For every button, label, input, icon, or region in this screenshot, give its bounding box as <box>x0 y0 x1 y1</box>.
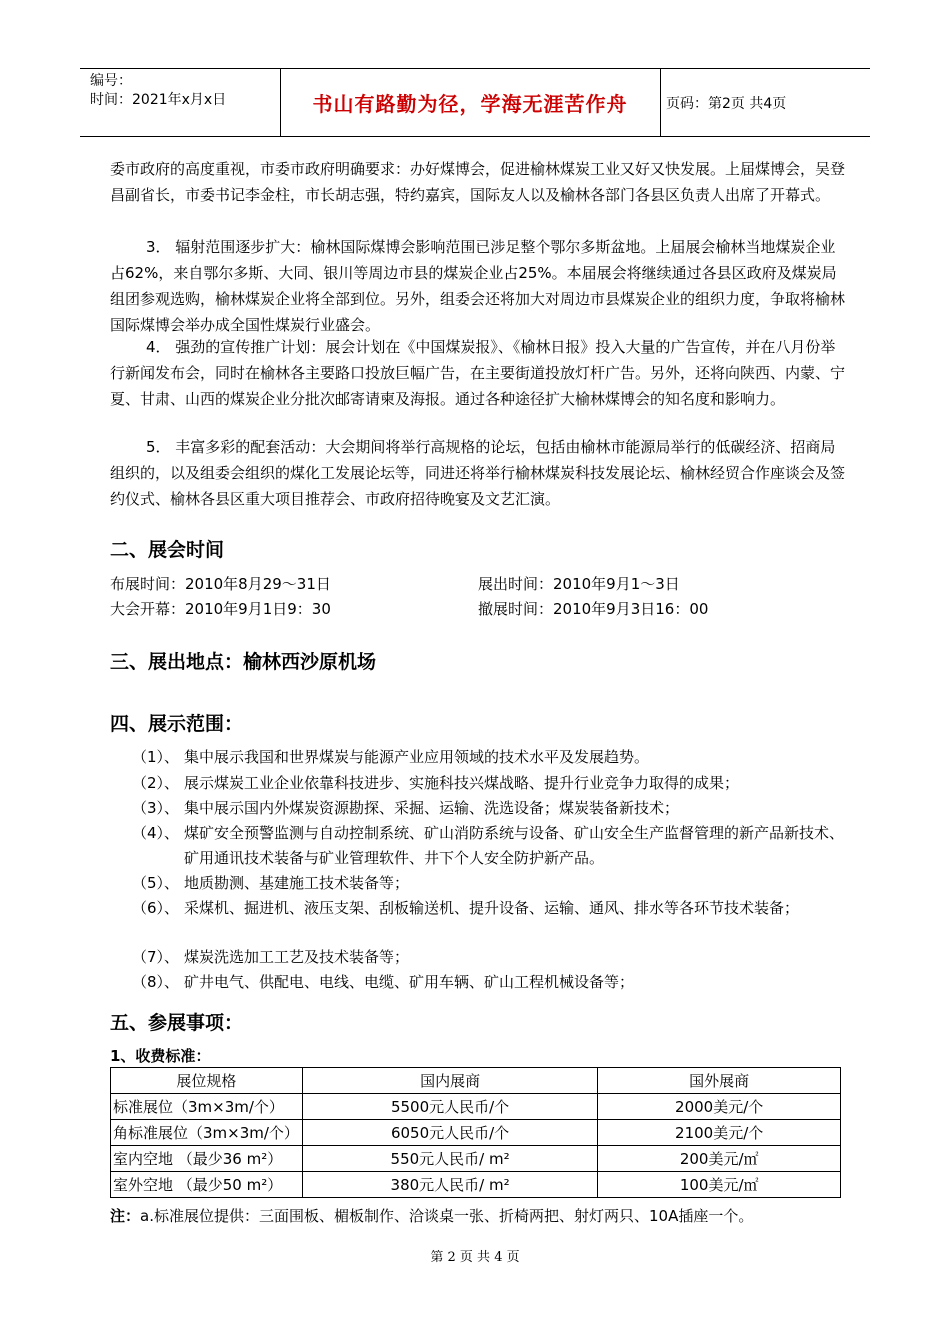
header-meta <box>90 72 226 110</box>
scope-item-2 <box>132 771 852 796</box>
foreign-price-cell: 100美元/㎡ <box>598 1172 841 1198</box>
header-page-number: 页码：第2页 共4页 <box>666 96 787 112</box>
scope-item-text: 煤炭洗选加工工艺及技术装备等； <box>184 948 410 966</box>
footer-page-number: 第 2 页 共 4 页 <box>430 1250 520 1265</box>
section-heading-scope: 四、展示范围： <box>110 713 244 735</box>
scope-item-8 <box>132 970 852 995</box>
section-heading-location: 三、展出地点：榆林西沙原机场 <box>110 651 377 673</box>
header-bottom-rule <box>80 136 870 137</box>
paragraph-point-5: 5． 丰富多彩的配套活动：大会期间将举行高规格的论坛，包括由榆林市能源局举行的低碳经济、招商局组织的，以及组委会组织的煤化工发展论坛等，同进还将举行榆林煤炭科技发展论坛、榆林经贸合作座谈会及签约仪式、榆林各县区重大项目推荐会、市政府招待晚宴及文艺汇演。 <box>110 438 846 508</box>
section-heading-participation: 五、参展事项： <box>110 1012 244 1034</box>
domestic-price-cell: 5500元人民币/个 <box>302 1094 598 1120</box>
scope-item-number: （4）、 <box>132 824 180 842</box>
fee-table-header-row <box>111 1068 841 1094</box>
scope-item-text: 采煤机、掘进机、液压支架、刮板输送机、提升设备、运输、通风、排水等各环节技术装备； <box>184 899 800 917</box>
table-row <box>111 1094 841 1120</box>
scope-item-text: 地质勘测、基建施工技术装备等； <box>184 874 410 892</box>
scope-item-number: （1）、 <box>132 748 180 766</box>
scope-item-7 <box>132 945 852 970</box>
booth-spec-cell: 角标准展位（3m×3m/个） <box>111 1120 303 1146</box>
paragraph-continued: 委市政府的高度重视，市委市政府明确要求：办好煤博会，促进榆林煤炭工业又好又快发展。上届煤博会，吴登昌副省长，市委书记李金柱，市长胡志强，特约嘉宾，国际友人以及榆林各部门各县区负责人出席了开幕式。 <box>110 160 846 204</box>
header-motto: 书山有路勤为径，学海无涯苦作舟 <box>312 92 628 116</box>
section-heading-time: 二、展会时间 <box>110 539 225 561</box>
teardown-time: 撤展时间：2010年9月3日16：00 <box>478 600 709 618</box>
document-number: 编号： <box>90 73 132 89</box>
header-divider-right <box>660 68 661 136</box>
table-row <box>111 1146 841 1172</box>
scope-item-text: 煤矿安全预警监测与自动控制系统、矿山消防系统与设备、矿山安全生产监督管理的新产品新技术、矿用通讯技术装备与矿业管理软件、井下个人安全防护新产品。 <box>184 824 845 867</box>
document-date: 时间：2021年x月x日 <box>90 92 227 108</box>
fee-standard-heading: 1、收费标准： <box>110 1047 211 1065</box>
paragraph-point-4: 4． 强劲的宣传推广计划：展会计划在《中国煤炭报》、《榆林日报》投入大量的广告宣传，并在八月份举行新闻发布会，同时在榆林各主要路口投放巨幅广告，在主要街道投放灯杆广告。另外，还将向陕西、内蒙、宁夏、甘肃、山西的煤炭企业分批次邮寄请柬及海报。通过各种途径扩大榆林煤博会的知名度和影响力。 <box>110 338 846 408</box>
scope-item-number: （7）、 <box>132 948 180 966</box>
fee-table <box>110 1067 841 1198</box>
foreign-price-cell: 2100美元/个 <box>598 1120 841 1146</box>
booth-note <box>110 1205 753 1226</box>
scope-item-text: 集中展示国内外煤炭资源勘探、采掘、运输、洗选设备；煤炭装备新技术； <box>184 799 680 817</box>
scope-item-number: （2）、 <box>132 774 180 792</box>
scope-item-number: （8）、 <box>132 973 180 991</box>
table-row <box>111 1172 841 1198</box>
column-header-booth-spec: 展位规格 <box>111 1068 303 1094</box>
header-divider-left <box>280 68 281 136</box>
opening-time: 大会开幕：2010年9月1日9：30 <box>110 600 331 618</box>
scope-item-text: 集中展示我国和世界煤炭与能源产业应用领域的技术水平及发展趋势。 <box>184 748 650 766</box>
foreign-price-cell: 2000美元/个 <box>598 1094 841 1120</box>
domestic-price-cell: 380元人民币/ m² <box>302 1172 598 1198</box>
exhibit-time: 展出时间：2010年9月1～3日 <box>478 575 680 593</box>
scope-item-text: 展示煤炭工业企业依靠科技进步、实施科技兴煤战略、提升行业竞争力取得的成果； <box>184 774 740 792</box>
scope-item-number: （5）、 <box>132 874 180 892</box>
note-text: a.标准展位提供：三面围板、楣板制作、洽谈桌一张、折椅两把、射灯两只、10A插座一个。 <box>140 1207 754 1225</box>
scope-item-number: （6）、 <box>132 899 180 917</box>
header-top-rule <box>80 68 870 69</box>
paragraph-point-3: 3． 辐射范围逐步扩大：榆林国际煤博会影响范围已涉足整个鄂尔多斯盆地。上届展会榆林当地煤炭企业占62%，来自鄂尔多斯、大同、银川等周边市县的煤炭企业占25%。本届展会将继续通过各县区政府及煤炭局组团参观选购，榆林煤炭企业将全部到位。另外，组委会还将加大对周边市县煤炭企业的组织力度，争取将榆林国际煤博会举办成全国性煤炭行业盛会。 <box>110 238 846 334</box>
setup-time: 布展时间：2010年8月29～31日 <box>110 575 331 593</box>
scope-item-5 <box>132 871 852 896</box>
table-row <box>111 1120 841 1146</box>
scope-item-text: 矿井电气、供配电、电线、电缆、矿用车辆、矿山工程机械设备等； <box>184 973 635 991</box>
scope-item-4 <box>132 821 852 867</box>
booth-spec-cell: 室外空地 （最少50 m²） <box>111 1172 303 1198</box>
scope-item-1 <box>132 745 852 770</box>
domestic-price-cell: 550元人民币/ m² <box>302 1146 598 1172</box>
scope-item-6 <box>132 896 852 921</box>
column-header-domestic: 国内展商 <box>302 1068 598 1094</box>
note-label: 注： <box>110 1207 141 1225</box>
domestic-price-cell: 6050元人民币/个 <box>302 1120 598 1146</box>
booth-spec-cell: 标准展位（3m×3m/个） <box>111 1094 303 1120</box>
foreign-price-cell: 200美元/㎡ <box>598 1146 841 1172</box>
scope-item-number: （3）、 <box>132 799 180 817</box>
column-header-foreign: 国外展商 <box>598 1068 841 1094</box>
booth-spec-cell: 室内空地 （最少36 m²） <box>111 1146 303 1172</box>
scope-item-3 <box>132 796 852 821</box>
